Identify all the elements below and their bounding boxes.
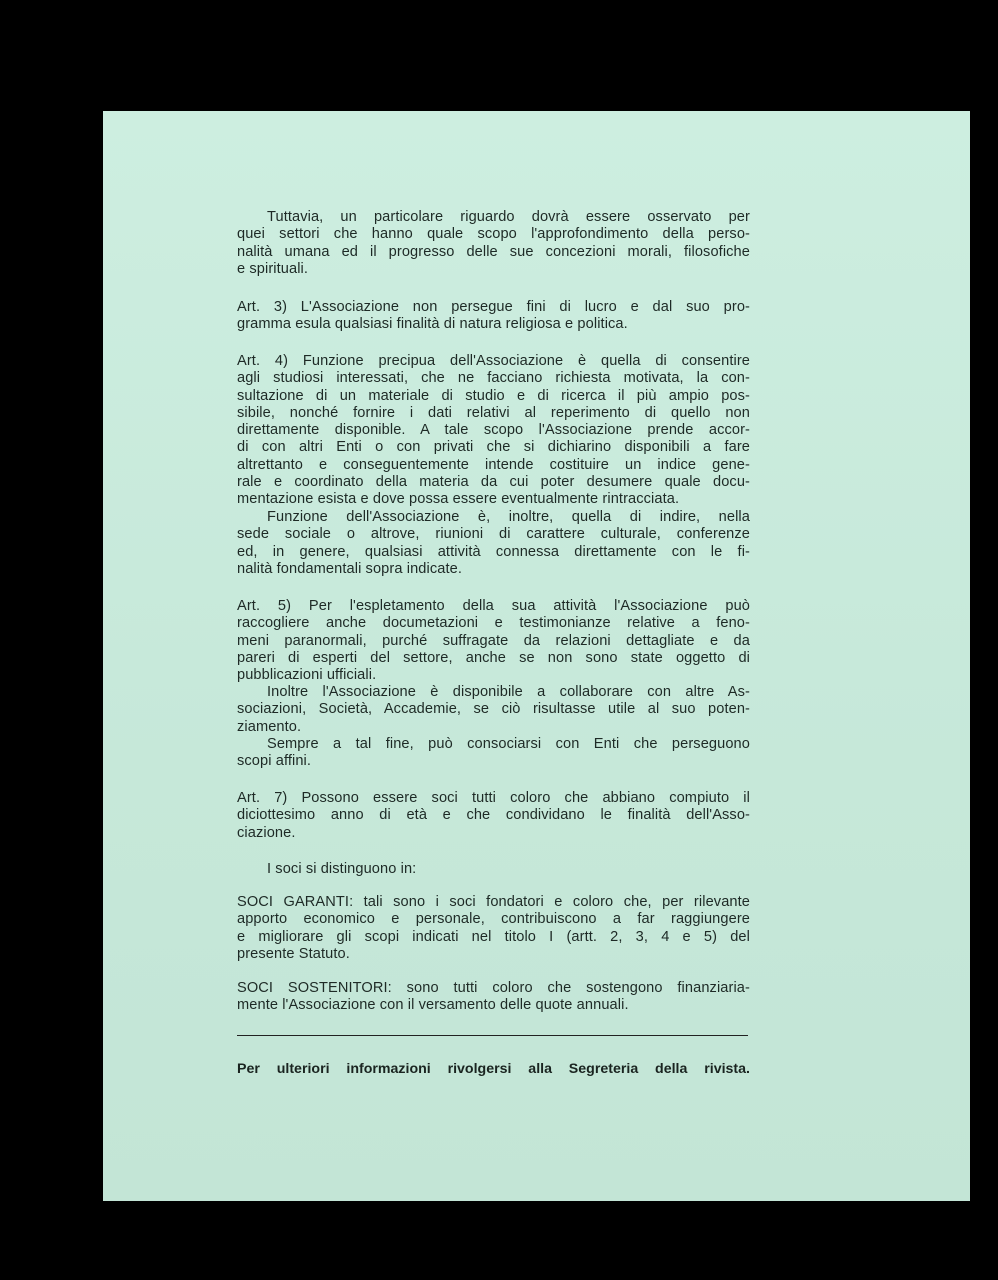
text-line: direttamente disponible. A tale scopo l'Associazione prende accor-: [237, 422, 750, 439]
text-line: ed, in genere, qualsiasi attività connessa direttamente con le fi-: [237, 543, 750, 560]
text-line: Sempre a tal fine, può consociarsi con Enti che perseguono: [267, 736, 750, 752]
paragraph-art-4: [237, 353, 750, 509]
text-line: sultazione di un materiale di studio e di ricerca il più ampio pos-: [237, 387, 750, 404]
paragraph-art-4-funzione: [237, 509, 750, 578]
paragraph-art-5-inoltre: [237, 684, 750, 736]
text-line: altrettanto e conseguentemente intende costituire un indice gene-: [237, 456, 750, 473]
text-line: nalità umana ed il progresso delle sue concezioni morali, filosofiche: [237, 243, 750, 260]
text-line: e migliorare gli scopi indicati nel titolo I (artt. 2, 3, 4 e 5) del: [237, 928, 750, 945]
text-line: SOCI GARANTI: tali sono i soci fondatori e coloro che, per rilevante: [237, 894, 750, 910]
text-line: di con altri Enti o con privati che si dichiarino disponibili a fare: [237, 439, 750, 456]
text-line: gramma esula qualsiasi finalità di natura religiosa e politica.: [237, 316, 628, 333]
paragraph-intro: [237, 209, 750, 278]
text-line: pubblicazioni ufficiali.: [237, 667, 377, 684]
text-line: ciazione.: [237, 824, 296, 841]
text-line: e spirituali.: [237, 260, 309, 277]
text-line: SOCI SOSTENITORI: sono tutti coloro che sostengono finanziaria-: [237, 980, 750, 996]
text-line: Inoltre l'Associazione è disponibile a collaborare con altre As-: [267, 684, 750, 700]
text-line: sibile, nonché fornire i dati relativi al reperimento di quello non: [237, 404, 750, 421]
divider-line: [237, 1035, 748, 1036]
text-line: nalità fondamentali sopra indicate.: [237, 560, 462, 577]
text-line: Funzione dell'Associazione è, inoltre, quella di indire, nella: [267, 509, 750, 525]
paragraph-soci-intro: [237, 861, 750, 878]
text-line: ziamento.: [237, 718, 302, 735]
text-line: quei settori che hanno quale scopo l'approfondimento della perso-: [237, 226, 750, 243]
text-line: Art. 3) L'Associazione non persegue fini di lucro e dal suo pro-: [237, 299, 750, 315]
text-line: Art. 7) Possono essere soci tutti coloro che abbiano compiuto il: [237, 790, 750, 806]
text-line: I soci si distinguono in:: [267, 861, 417, 877]
text-line: rale e coordinato della materia da cui poter desumere quale docu-: [237, 474, 750, 491]
text-line: diciottesimo anno di età e che condividano le finalità dell'Asso-: [237, 807, 750, 824]
text-line: scopi affini.: [237, 753, 312, 770]
text-line: apporto economico e personale, contribuiscono a far raggiungere: [237, 911, 750, 928]
text-line: mente l'Associazione con il versamento delle quote annuali.: [237, 997, 629, 1014]
text-line: Tuttavia, un particolare riguardo dovrà essere osservato per: [267, 209, 750, 225]
text-line: sociazioni, Società, Accademie, se ciò risultasse utile al suo poten-: [237, 701, 750, 718]
text-line: Art. 5) Per l'espletamento della sua attività l'Associazione può: [237, 598, 750, 614]
text-line: Art. 4) Funzione precipua dell'Associazione è quella di consentire: [237, 353, 750, 369]
paragraph-art-5-sempre: [237, 736, 750, 771]
text-line: raccogliere anche documetazioni e testimonianze relative a feno-: [237, 615, 750, 632]
paragraph-soci-garanti: [237, 894, 750, 963]
footer-contact-note: Per ulteriori informazioni rivolgersi alla Segreteria della rivista.: [237, 1061, 750, 1077]
text-line: meni paranormali, purché suffragate da relazioni dettagliate e da: [237, 632, 750, 649]
text-line: presente Statuto.: [237, 945, 350, 962]
paragraph-art-3: [237, 299, 750, 334]
text-line: sede sociale o altrove, riunioni di carattere culturale, conferenze: [237, 526, 750, 543]
paragraph-soci-sostenitori: [237, 980, 750, 1015]
text-line: pareri di esperti del settore, anche se non sono state oggetto di: [237, 649, 750, 666]
text-line: mentazione esista e dove possa essere eventualmente rintracciata.: [237, 491, 680, 508]
text-line: agli studiosi interessati, che ne facciano richiesta motivata, la con-: [237, 370, 750, 387]
paragraph-art-7: [237, 790, 750, 842]
document-page: [103, 111, 970, 1201]
paragraph-art-5: [237, 598, 750, 684]
